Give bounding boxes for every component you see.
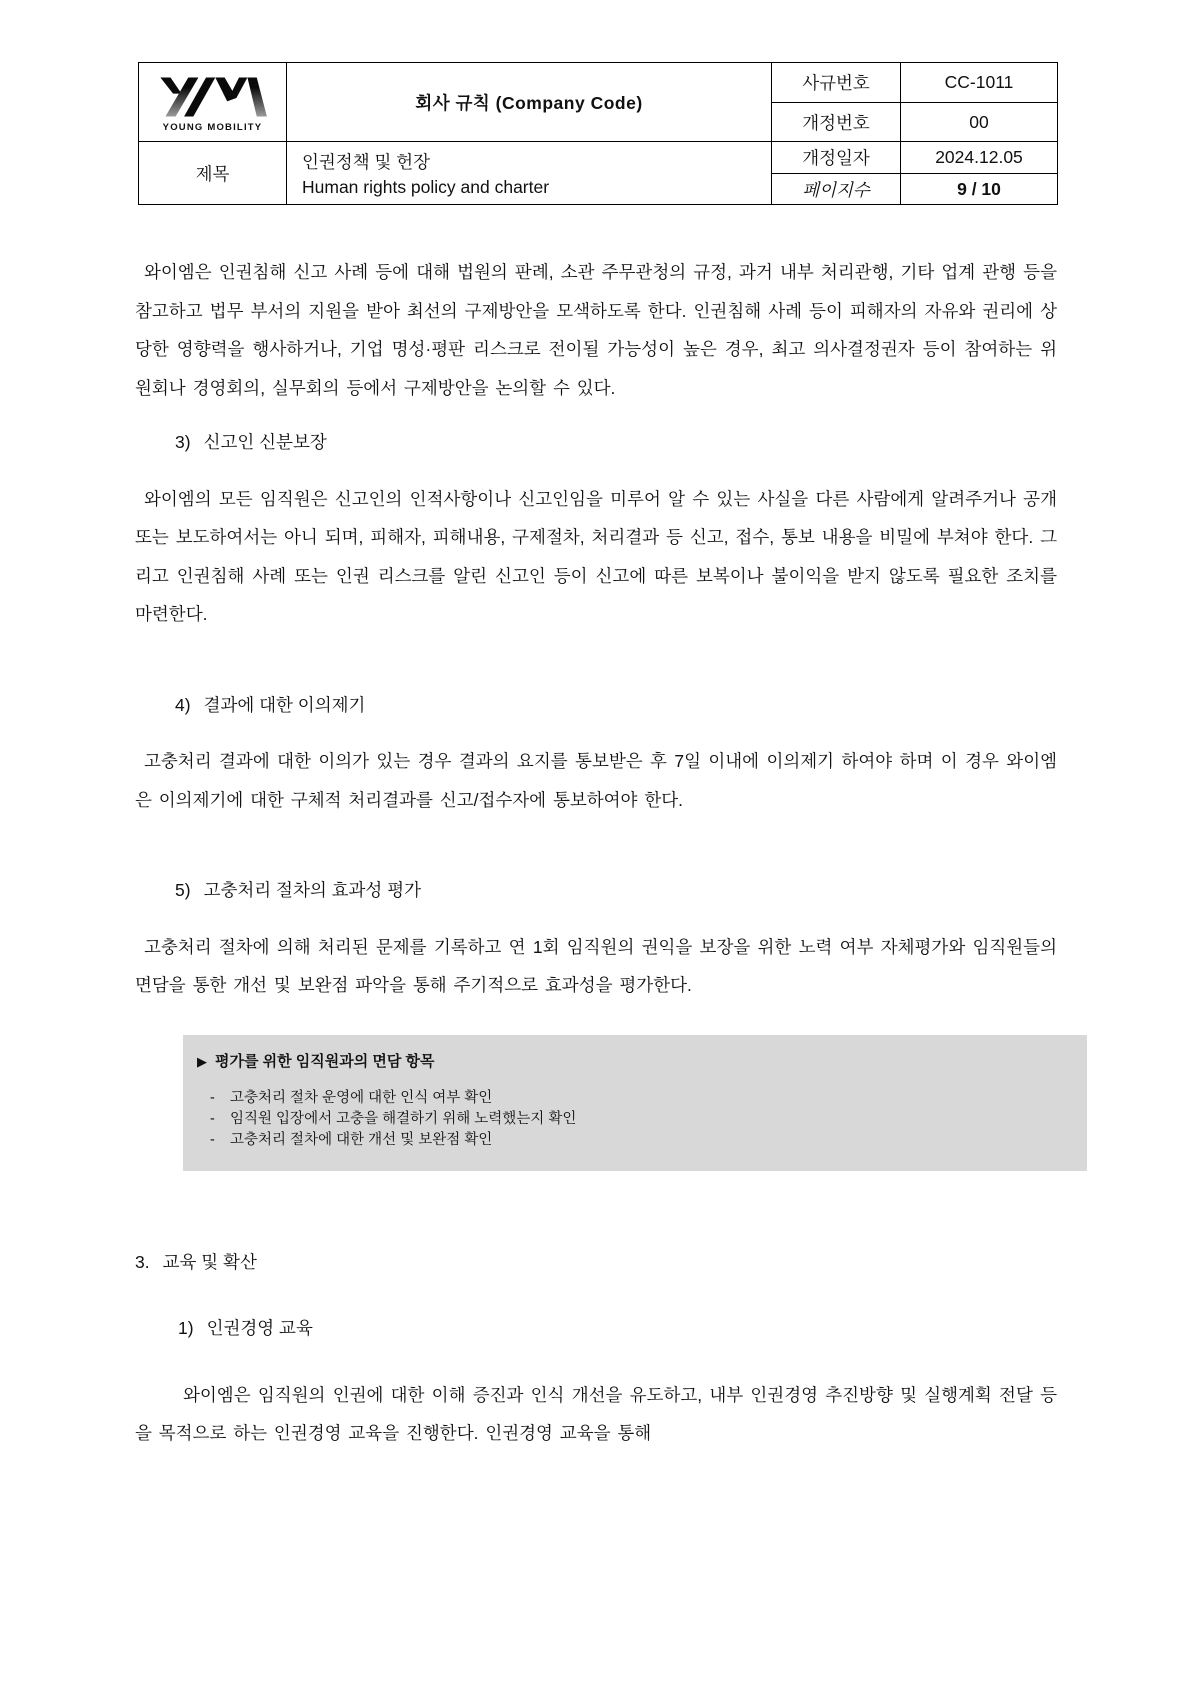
dash-bullet: - (210, 1131, 215, 1148)
list-item-text: 고충처리 절차에 대한 개선 및 보완점 확인 (230, 1131, 493, 1148)
list-item (197, 1109, 1069, 1130)
paragraph-objection-to-result: 고충처리 결과에 대한 이의가 있는 경우 결과의 요지를 통보받은 후 7일 이내에 이의제기 하여야 하며 이 경우 와이엠은 이의제기에 대한 구체적 처리결과를 신고/접수자에 통보하여야 한다. (135, 751, 1057, 810)
field-label-doc-number: 사규번호 (772, 63, 901, 103)
list-item-text: 임직원 입장에서 고충을 해결하기 위해 노력했는지 확인 (230, 1110, 577, 1127)
subsection-heading-5: 5) 고충처리 절차의 효과성 평가 (175, 880, 422, 900)
subsection-heading-3: 3) 신고인 신분보장 (175, 432, 327, 452)
field-value-page-count: 9 / 10 (901, 174, 1058, 205)
paragraph-human-rights-education: 와이엠은 임직원의 인권에 대한 이해 증진과 인식 개선을 유도하고, 내부 인권경영 추진방향 및 실행계획 전달 등을 목적으로 하는 인권경영 교육을 진행한다. 인권경영 교육을 통해 (135, 1384, 1057, 1443)
document-body (135, 253, 1057, 1453)
field-value-revision-date: 2024.12.05 (901, 142, 1058, 174)
evaluation-box-title: 평가를 위한 임직원과의 면담 항목 (215, 1052, 435, 1070)
field-label-page-count: 페이지수 (772, 174, 901, 205)
paragraph-reporter-protection: 와이엠의 모든 임직원은 신고인의 인적사항이나 신고인임을 미루어 알 수 있는 사실을 다른 사람에게 알려주거나 공개 또는 보도하여서는 아니 되며, 피해자, 피해내용, 구제절차, 처리결과 등 신고, 접수, 통보 내용을 비밀에 부쳐야 한다. 그리고 인권침해 사례 또는 인권 리스크를 알린 신고인 등이 신고에 따른 보복이나 불이익을 받지 않도록 필요한 조치를 마련한다. (135, 488, 1057, 624)
ym-logo-icon (157, 74, 269, 120)
document-header-table (138, 62, 1058, 205)
paragraph-effectiveness-evaluation: 고충처리 절차에 의해 처리된 문제를 기록하고 연 1회 임직원의 권익을 보장을 위한 노력 여부 자체평가와 임직원들의 면담을 통한 개선 및 보완점 파악을 통해 주기적으로 효과성을 평가한다. (135, 936, 1057, 995)
evaluation-box-items (197, 1088, 1069, 1151)
subject-korean: 인권정책 및 헌장 (302, 151, 431, 172)
logo-cell (139, 63, 287, 142)
subject-cell (287, 142, 772, 205)
triangle-bullet-icon: ▶ (197, 1053, 207, 1069)
paragraph-remedy-measures: 와이엠은 인권침해 신고 사례 등에 대해 법원의 판례, 소관 주무관청의 규정, 과거 내부 처리관행, 기타 업계 관행 등을 참고하고 법무 부서의 지원을 받아 최선의 구제방안을 모색하도록 한다. 인권침해 사례 등이 피해자의 자유와 권리에 상당한 영향력을 행사하거나, 기업 명성·평판 리스크로 전이될 가능성이 높은 경우, 최고 의사결정권자 등이 참여하는 위원회나 경영회의, 실무회의 등에서 구제방안을 논의할 수 있다. (135, 262, 1057, 398)
dash-bullet: - (210, 1089, 215, 1106)
list-item (197, 1088, 1069, 1109)
list-item (197, 1130, 1069, 1151)
section-heading-education: 3. 교육 및 확산 (135, 1251, 257, 1272)
dash-bullet: - (210, 1110, 215, 1127)
logo-wordmark: YOUNG MOBILITY (162, 121, 263, 133)
list-item-text: 고충처리 절차 운영에 대한 인식 여부 확인 (230, 1089, 493, 1106)
subsection-heading-4: 4) 결과에 대한 이의제기 (175, 694, 366, 715)
subsection-heading-education-1: 1) 인권경영 교육 (178, 1318, 313, 1338)
young-mobility-logo (139, 70, 286, 135)
field-label-revision-date: 개정일자 (772, 142, 901, 174)
field-label-revision-number: 개정번호 (772, 103, 901, 142)
field-value-revision-number: 00 (901, 103, 1058, 142)
evaluation-interview-box (183, 1035, 1087, 1171)
document-title: 회사 규칙 (Company Code) (287, 63, 772, 142)
evaluation-box-title-row (197, 1052, 1069, 1072)
subject-label: 제목 (139, 142, 287, 205)
field-value-doc-number: CC-1011 (901, 63, 1058, 103)
subject-english: Human rights policy and charter (302, 176, 550, 197)
